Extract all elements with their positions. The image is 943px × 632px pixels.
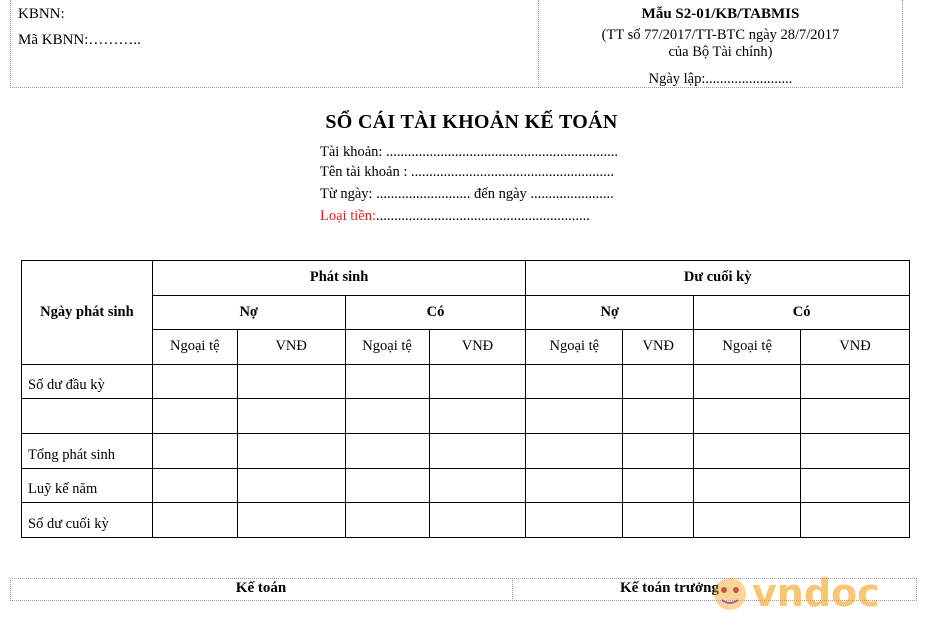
table-cell [801, 364, 910, 399]
vnd-header: VNĐ [801, 330, 910, 365]
table-cell [345, 468, 429, 503]
closing-credit-header: Có [694, 295, 910, 330]
chief-accountant-signature-label: Kế toán trưởng [620, 580, 719, 596]
table-cell [345, 399, 429, 434]
table-cell [152, 433, 237, 468]
table-row [22, 399, 910, 434]
table-cell [152, 503, 237, 538]
table-cell [694, 399, 801, 434]
table-cell [429, 364, 526, 399]
table-cell [623, 399, 694, 434]
ledger-table [21, 260, 910, 538]
foreign-currency-header: Ngoại tệ [152, 330, 237, 365]
closing-debit-header: Nợ [526, 295, 694, 330]
page-title: SỔ CÁI TÀI KHOẢN KẾ TOÁN [325, 111, 618, 133]
table-cell [345, 433, 429, 468]
form-reference [548, 27, 893, 61]
row-label [22, 399, 153, 434]
table-row [22, 364, 910, 399]
table-cell [237, 433, 345, 468]
table-cell [152, 364, 237, 399]
ma-kbnn-label: Mã KBNN:……….. [18, 32, 141, 48]
table-cell [429, 399, 526, 434]
currency-label: Loại tiền: [320, 208, 376, 224]
table-cell [801, 468, 910, 503]
table-cell [152, 399, 237, 434]
arising-credit-header: Có [345, 295, 526, 330]
table-cell [526, 399, 623, 434]
row-label: Số dư đầu kỳ [22, 364, 153, 399]
table-cell [237, 364, 345, 399]
table-cell [345, 503, 429, 538]
table-cell [801, 399, 910, 434]
foreign-currency-header: Ngoại tệ [345, 330, 429, 365]
table-row [22, 433, 910, 468]
vnd-header: VNĐ [237, 330, 345, 365]
vndoc-logo [700, 560, 920, 620]
table-cell [429, 468, 526, 503]
currency-dots: ........................................................... [375, 208, 590, 224]
col-date-header: Ngày phát sinh [22, 261, 153, 365]
table-row [22, 468, 910, 503]
group-arising-header: Phát sinh [152, 261, 526, 296]
header-divider [538, 0, 539, 88]
currency-line [320, 208, 590, 225]
form-ref-line2: của Bộ Tài chính) [668, 44, 773, 60]
table-cell [526, 433, 623, 468]
table-cell [623, 433, 694, 468]
table-cell [623, 468, 694, 503]
form-ref-line1: (TT số 77/2017/TT-BTC ngày 28/7/2017 [601, 27, 840, 43]
account-name-line: Tên tài khoản : ........................................................ [320, 164, 615, 180]
vnd-header: VNĐ [429, 330, 526, 365]
table-cell [526, 503, 623, 538]
vnd-header: VNĐ [623, 330, 694, 365]
table-cell [526, 468, 623, 503]
table-cell [429, 433, 526, 468]
table-cell [694, 468, 801, 503]
kbnn-label: KBNN: [18, 6, 65, 22]
table-cell [623, 364, 694, 399]
table-cell [801, 433, 910, 468]
logo-text: vndoc [752, 571, 880, 615]
table-cell [152, 468, 237, 503]
table-cell [694, 364, 801, 399]
table-cell [694, 433, 801, 468]
arising-debit-header: Nợ [152, 295, 345, 330]
table-cell [623, 503, 694, 538]
form-code: Mẫu S2-01/KB/TABMIS [641, 6, 800, 22]
table-cell [345, 364, 429, 399]
table-cell [237, 399, 345, 434]
account-line: Tài khoản: ................................................................ [320, 144, 619, 160]
row-label: Số dư cuối kỳ [22, 503, 153, 538]
table-cell [526, 364, 623, 399]
group-closing-header: Dư cuối kỳ [526, 261, 910, 296]
table-cell [237, 468, 345, 503]
row-label: Tổng phát sinh [22, 433, 153, 468]
table-cell [237, 503, 345, 538]
foreign-currency-header: Ngoại tệ [694, 330, 801, 365]
table-cell [801, 503, 910, 538]
table-cell [694, 503, 801, 538]
table-row [22, 503, 910, 538]
date-created: Ngày lập:........................ [648, 71, 793, 87]
period-line: Từ ngày: .......................... đến ngày ....................... [320, 186, 614, 202]
row-label: Luỹ kế năm [22, 468, 153, 503]
table-cell [429, 503, 526, 538]
accountant-signature-label: Kế toán [235, 580, 287, 596]
foreign-currency-header: Ngoại tệ [526, 330, 623, 365]
